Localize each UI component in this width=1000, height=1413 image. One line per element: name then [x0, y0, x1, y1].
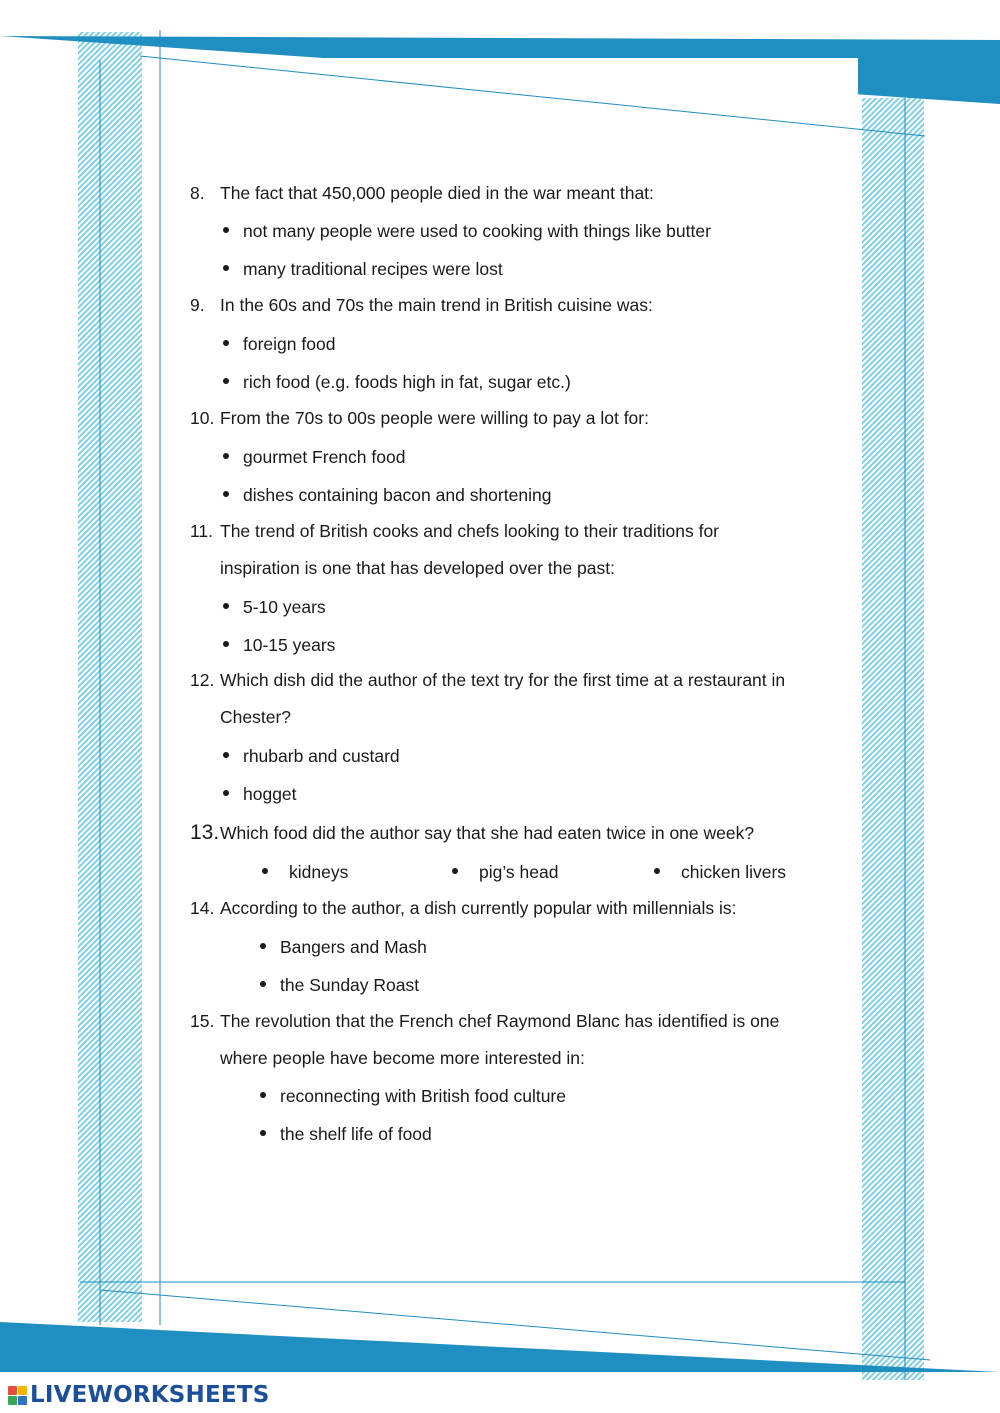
- option-14b: the Sunday Roast: [280, 966, 419, 1004]
- question-text-continued: inspiration is one that has developed over the past:: [220, 558, 615, 578]
- bullet-icon: [260, 981, 266, 987]
- question-14: [190, 890, 850, 927]
- question-text: The revolution that the French chef Raymond Blanc has identified is one: [220, 1011, 780, 1031]
- question-text: According to the author, a dish currently popular with millennials is:: [220, 898, 737, 918]
- option-9a: foreign food: [243, 325, 335, 363]
- question-9: [190, 287, 850, 324]
- bullet-icon: [223, 340, 229, 346]
- right-hatch-band: [862, 98, 924, 1380]
- option-14a: Bangers and Mash: [280, 928, 427, 966]
- option-15b: the shelf life of food: [280, 1115, 432, 1153]
- bullet-icon: [223, 378, 229, 384]
- question-text-continued: where people have become more interested in:: [220, 1048, 585, 1068]
- bullet-icon: [260, 943, 266, 949]
- question-text: In the 60s and 70s the main trend in British cuisine was:: [220, 295, 653, 315]
- question-number: 11.: [190, 521, 214, 541]
- question-13: [190, 814, 850, 852]
- bullet-icon: [223, 491, 229, 497]
- question-number: 8.: [190, 183, 205, 203]
- option-10b: dishes containing bacon and shortening: [243, 476, 551, 514]
- option-12b: hogget: [243, 775, 297, 813]
- option-13a: kidneys: [289, 853, 348, 891]
- option-11a: 5-10 years: [243, 588, 326, 626]
- question-number: 13.: [190, 821, 220, 844]
- question-number: 12.: [190, 670, 215, 690]
- option-13b: pig’s head: [479, 853, 558, 891]
- question-10: [190, 400, 850, 437]
- bullet-icon: [654, 868, 660, 874]
- bullet-icon: [260, 1092, 266, 1098]
- question-text: Which food did the author say that she had eaten twice in one week?: [220, 823, 755, 843]
- bullet-icon: [223, 790, 229, 796]
- option-13c: chicken livers: [681, 853, 786, 891]
- option-9b: rich food (e.g. foods high in fat, sugar etc.): [243, 363, 571, 401]
- question-number: 9.: [190, 295, 205, 315]
- option-8a: not many people were used to cooking with things like butter: [243, 212, 711, 250]
- bullet-icon: [260, 1130, 266, 1136]
- liveworksheets-logo[interactable]: [8, 1380, 269, 1410]
- question-number: 15.: [190, 1011, 215, 1031]
- question-15: [190, 1003, 850, 1077]
- bullet-icon: [262, 868, 268, 874]
- question-number: 10.: [190, 408, 215, 428]
- question-text: Which dish did the author of the text try for the first time at a restaurant in: [220, 670, 786, 690]
- bullet-icon: [223, 603, 229, 609]
- bullet-icon: [223, 227, 229, 233]
- question-8: [190, 175, 850, 212]
- option-8b: many traditional recipes were lost: [243, 250, 503, 288]
- question-text: From the 70s to 00s people were willing to pay a lot for:: [220, 408, 649, 428]
- question-text: The trend of British cooks and chefs looking to their traditions for: [220, 521, 720, 541]
- option-10a: gourmet French food: [243, 438, 405, 476]
- question-11: [190, 513, 850, 587]
- left-hatch-band: [78, 32, 142, 1322]
- question-text: The fact that 450,000 people died in the war meant that:: [220, 183, 654, 203]
- option-12a: rhubarb and custard: [243, 737, 400, 775]
- bottom-blue-band: [0, 1322, 1000, 1372]
- option-15a: reconnecting with British food culture: [280, 1077, 566, 1115]
- bullet-icon: [223, 752, 229, 758]
- question-text-continued: Chester?: [220, 707, 292, 727]
- liveworksheets-logo-icon: [8, 1386, 27, 1405]
- logo-text: LIVEWORKSHEETS: [30, 1382, 270, 1408]
- bullet-icon: [452, 868, 458, 874]
- bullet-icon: [223, 265, 229, 271]
- bullet-icon: [223, 453, 229, 459]
- option-11b: 10-15 years: [243, 626, 335, 664]
- question-12: [190, 662, 850, 736]
- bullet-icon: [223, 641, 229, 647]
- question-number: 14.: [190, 898, 215, 918]
